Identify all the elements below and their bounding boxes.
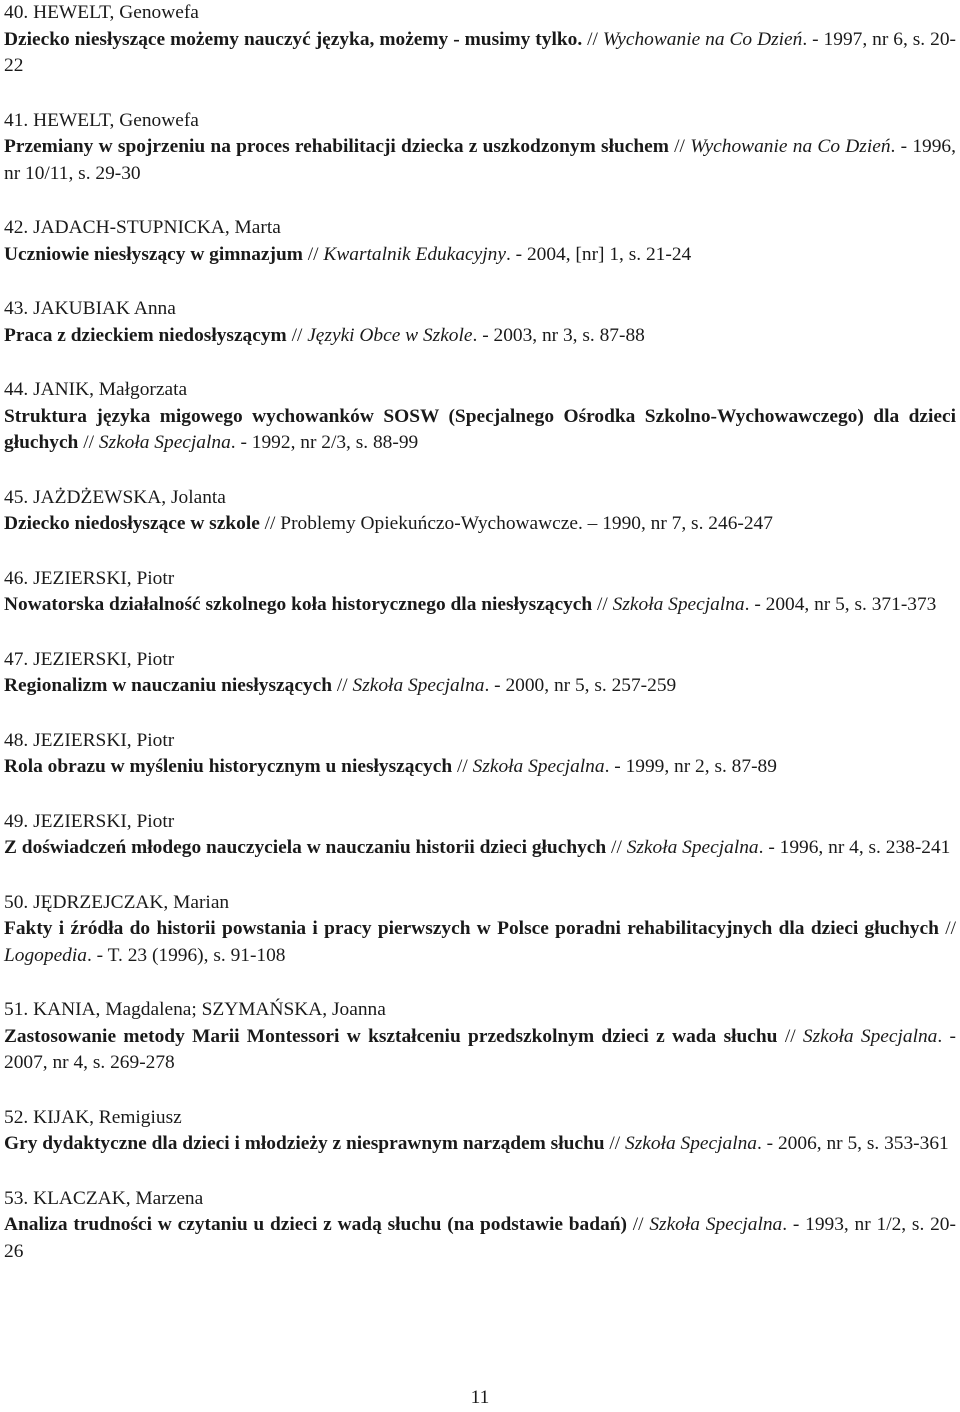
entry-author: 48. JEZIERSKI, Piotr [4,729,175,751]
bibliography-entry-46 [4,566,956,619]
entry-title: Uczniowie niesłyszący w gimnazjum [4,243,303,265]
entry-details: . - 1992, nr 2/3, s. 88-99 [230,432,419,453]
entry-details: . - 1999, nr 2, s. 87-89 [604,756,777,777]
entry-journal: Kwartalnik Edukacyjny [323,243,506,265]
entry-details: . - 1996, nr 10/11, s. 29-30 [4,136,956,184]
entry-author: 46. JEZIERSKI, Piotr [4,567,175,589]
bibliography-entry-48 [4,728,956,781]
entry-separator: // [592,594,613,615]
entry-journal: Wychowanie na Co Dzień [602,28,803,50]
entry-details: Problemy Opiekuńczo-Wychowawcze. – 1990, nr 7, s. 246-247 [280,513,773,534]
entry-author: 40. HEWELT, Genowefa [4,2,199,23]
entry-details: . - 1993, nr 1/2, s. 20-26 [4,1214,956,1262]
entry-separator: // [777,1025,803,1047]
entry-journal: Języki Obce w Szkole [307,324,473,346]
entry-details: . - T. 23 (1996), s. 91-108 [86,944,286,966]
entry-separator: // [938,918,956,939]
entry-journal: Szkoła Specjalna [98,432,231,453]
bibliography-entry-51 [4,997,956,1077]
entry-author: 49. JEZIERSKI, Piotr [4,810,175,832]
entry-journal: Szkoła Specjalna [626,837,759,858]
entry-author: 50. JĘDRZEJCZAK, Marian [4,891,230,913]
entry-journal: Szkoła Specjalna [612,594,745,615]
entry-journal: Szkoła Specjalna [625,1133,757,1154]
entry-title: Struktura języka migowego wychowanków SOSW (Specjalnego Ośrodka Szkolno-Wychowawczego) dla dzieci głuchych [4,405,956,453]
entry-title: Dziecko niesłyszące możemy nauczyć języka, możemy - musimy tylko. [4,28,583,50]
entry-separator: // [606,837,627,858]
entry-title: Z doświadczeń młodego nauczyciela w nauczaniu historii dzieci głuchych [4,837,607,858]
entry-title: Nowatorska działalność szkolnego koła historycznego dla niesłyszących [4,594,593,615]
bibliography-entry-45 [4,485,956,538]
entry-separator: // [302,243,324,265]
entry-separator: // [604,1133,626,1154]
entry-separator: // [332,675,353,696]
entry-title: Praca z dzieckiem niedosłyszącym [4,324,287,346]
entry-details: . - 2004, [nr] 1, s. 21-24 [505,243,692,265]
entry-title: Przemiany w spojrzeniu na proces rehabilitacji dziecka z uszkodzonym słuchem [4,136,669,157]
entry-details: . - 2003, nr 3, s. 87-88 [472,324,645,346]
entry-author: 42. JADACH-STUPNICKA, Marta [4,217,281,238]
entry-title: Regionalizm w nauczaniu niesłyszących [4,675,333,696]
entry-author: 51. KANIA, Magdalena; SZYMAŃSKA, Joanna [4,999,386,1020]
entry-title: Analiza trudności w czytaniu u dzieci z wadą słuchu (na podstawie badań) [4,1214,627,1235]
bibliography-entry-47 [4,647,956,700]
bibliography-entry-53 [4,1186,956,1266]
entry-separator: // [452,756,473,777]
entry-title: Rola obrazu w myśleniu historycznym u niesłyszących [4,756,453,777]
bibliography-entry-41 [4,108,956,188]
entry-author: 44. JANIK, Małgorzata [4,379,188,400]
entry-separator: // [286,324,308,346]
entry-author: 41. HEWELT, Genowefa [4,109,199,131]
entry-details: . - 2006, nr 5, s. 353-361 [756,1133,949,1154]
entry-details: . - 2004, nr 5, s. 371-373 [744,594,937,615]
entry-journal: Wychowanie na Co Dzień [690,136,891,157]
entry-journal: Szkoła Specjalna [802,1025,938,1047]
bibliography-list [4,0,956,1293]
entry-journal: Szkoła Specjalna [649,1214,783,1235]
entry-separator: // [78,432,99,453]
entry-title: Dziecko niedosłyszące w szkole [4,513,260,534]
entry-author: 47. JEZIERSKI, Piotr [4,648,175,670]
entry-details: . - 2007, nr 4, s. 269-278 [4,1025,956,1073]
entry-details: . - 1997, nr 6, s. 20-22 [4,28,956,76]
page-number: 11 [470,1387,490,1408]
entry-details: . - 2000, nr 5, s. 257-259 [484,675,677,696]
bibliography-entry-52 [4,1105,956,1158]
entry-details: . - 1996, nr 4, s. 238-241 [758,837,951,858]
entry-separator: // [668,136,691,157]
entry-title: Zastosowanie metody Marii Montessori w kształceniu przedszkolnym dzieci z wada słuchu [4,1025,778,1047]
entry-separator: // [582,28,603,50]
entry-journal: Szkoła Specjalna [472,756,605,777]
bibliography-entry-50 [4,890,956,970]
bibliography-entry-40 [4,0,956,80]
entry-journal: Szkoła Specjalna [352,675,485,696]
bibliography-entry-44 [4,377,956,457]
entry-journal: Logopedia [4,944,87,966]
entry-author: 52. KIJAK, Remigiusz [4,1106,182,1128]
entry-separator: // [259,513,281,534]
entry-title: Fakty i źródła do historii powstania i pracy pierwszych w Polsce poradni rehabilitacyjnych dla dzieci głuchych [4,918,939,939]
bibliography-entry-42 [4,215,956,268]
bibliography-entry-49 [4,809,956,862]
entry-author: 43. JAKUBIAK Anna [4,298,176,319]
entry-author: 45. JAŻDŻEWSKA, Jolanta [4,486,226,508]
bibliography-entry-43 [4,296,956,349]
entry-separator: // [626,1214,650,1235]
entry-author: 53. KLACZAK, Marzena [4,1187,204,1209]
entry-title: Gry dydaktyczne dla dzieci i młodzieży z niesprawnym narządem słuchu [4,1133,605,1154]
